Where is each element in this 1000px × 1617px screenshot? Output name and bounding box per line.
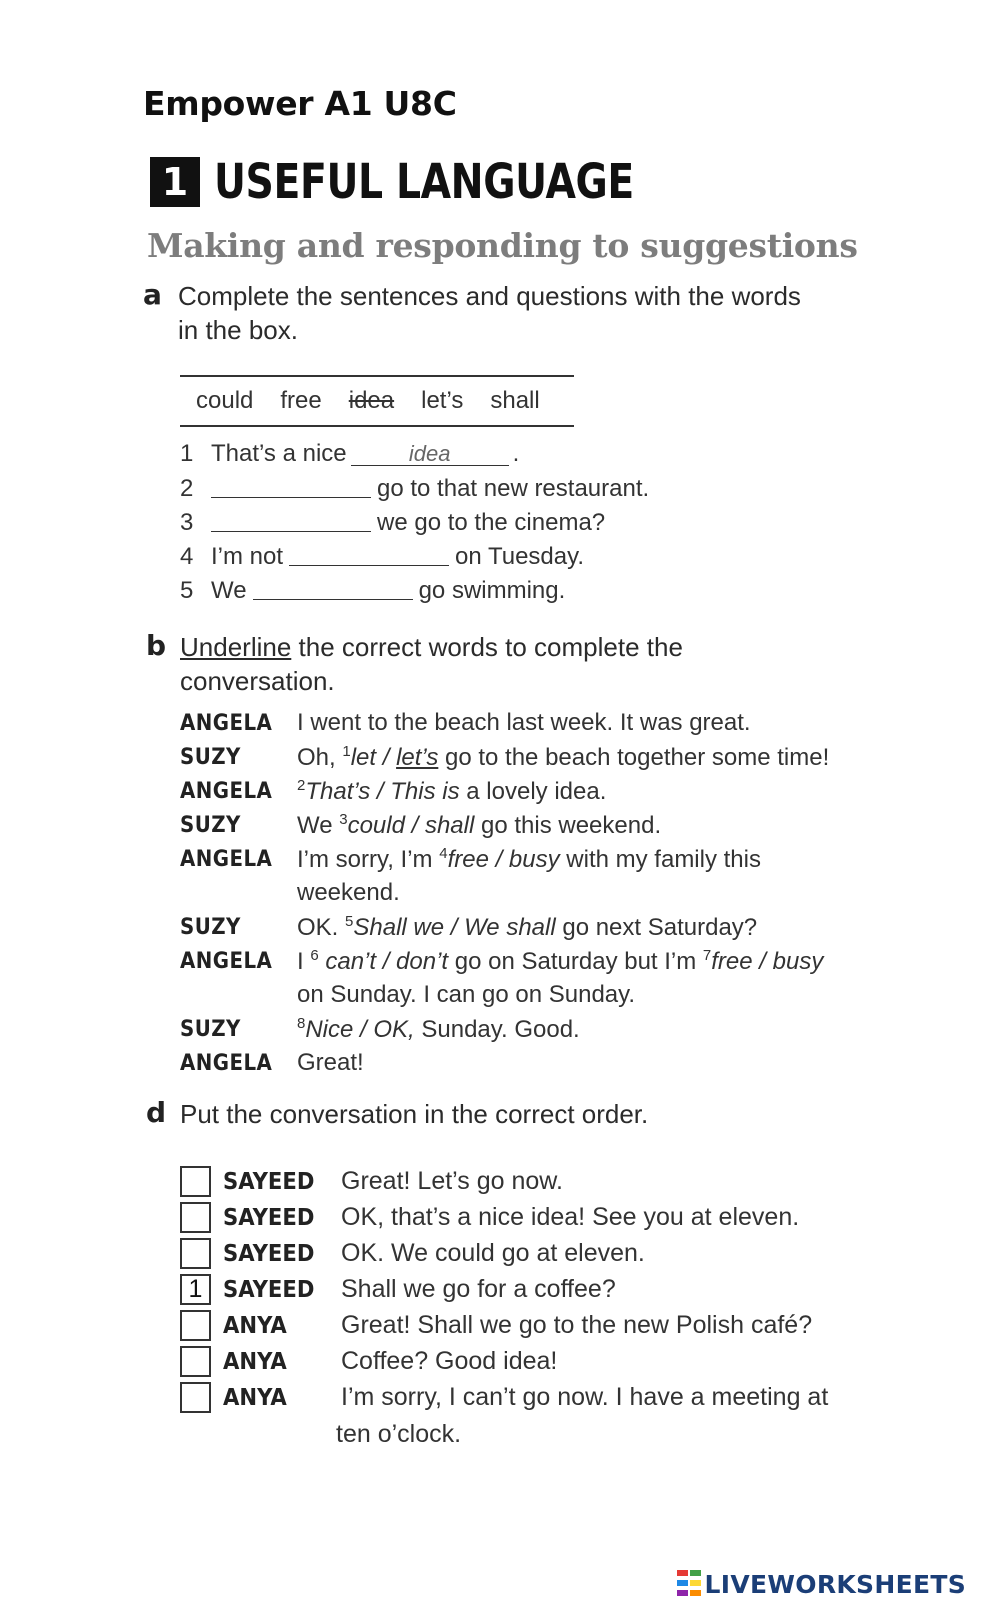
part-b-instruction-rest: the correct words to complete the xyxy=(291,632,683,662)
section-header xyxy=(150,156,726,208)
order-number-box[interactable] xyxy=(180,1346,211,1377)
speaker-angela: ANGELA xyxy=(180,949,273,974)
order-text: Great! Shall we go to the new Polish café? xyxy=(341,1311,813,1339)
part-a-instruction-line2: in the box. xyxy=(178,315,298,345)
options[interactable]: That’s / This is xyxy=(305,778,460,805)
order-number-box[interactable] xyxy=(180,1166,211,1197)
part-d-letter: d xyxy=(146,1096,167,1129)
text: Sunday. Good. xyxy=(414,1016,580,1043)
word-could: could xyxy=(196,387,254,414)
order-number-box[interactable] xyxy=(180,1238,211,1269)
order-number-box[interactable] xyxy=(180,1382,211,1413)
answer-blank-example: idea xyxy=(351,443,509,466)
gap-number: 3 xyxy=(339,811,348,828)
order-text: Great! Let’s go now. xyxy=(341,1167,563,1195)
part-b-letter: b xyxy=(146,629,167,662)
dialogue-line-7-cont: on Sunday. I can go on Sunday. xyxy=(297,981,636,1008)
order-row-5 xyxy=(180,1310,812,1341)
options[interactable]: free / busy xyxy=(447,846,560,873)
dialogue-line-7 xyxy=(297,947,823,976)
options[interactable]: can’t / don’t xyxy=(318,948,449,975)
order-speaker: ANYA xyxy=(223,1384,287,1411)
dialogue-line-9: Great! xyxy=(297,1049,364,1076)
item-text-before: That’s a nice xyxy=(211,440,347,467)
word-idea-crossed: idea xyxy=(348,387,395,414)
order-row-6 xyxy=(180,1346,557,1377)
word-shall: shall xyxy=(490,387,540,414)
gap-number: 6 xyxy=(310,947,319,964)
item-number: 1 xyxy=(180,440,194,467)
order-text: OK, that’s a nice idea! See you at eleven. xyxy=(341,1203,800,1231)
dialogue-line-1: I went to the beach last week. It was great. xyxy=(297,709,751,736)
gap-number: 8 xyxy=(297,1015,306,1032)
text: Oh, xyxy=(297,744,343,771)
option-lets-underlined[interactable]: let’s xyxy=(396,744,439,771)
order-text: OK. We could go at eleven. xyxy=(341,1239,645,1267)
exercise-a-item-2 xyxy=(180,474,649,503)
text: go to the beach together some time! xyxy=(438,744,830,771)
option-separator: / xyxy=(376,744,397,771)
dialogue-line-5 xyxy=(297,845,761,874)
word-box xyxy=(180,375,574,427)
order-row-4 xyxy=(180,1274,616,1305)
text: go next Saturday? xyxy=(555,914,758,941)
item-text-after: we go to the cinema? xyxy=(377,509,606,536)
item-text-before: I’m not xyxy=(211,543,284,570)
text: go on Saturday but I’m xyxy=(448,948,703,975)
underline-keyword: Underline xyxy=(180,632,292,662)
word-lets: let’s xyxy=(421,387,464,414)
text: a lovely idea. xyxy=(459,778,607,805)
order-text: I’m sorry, I can’t go now. I have a meeting at xyxy=(341,1383,829,1411)
section-title: USEFUL LANGUAGE xyxy=(214,154,634,210)
order-speaker: ANYA xyxy=(223,1348,287,1375)
option-let[interactable]: let xyxy=(350,744,377,771)
item-text-after: go swimming. xyxy=(418,577,566,604)
answer-blank[interactable] xyxy=(253,578,413,600)
part-d-instruction: Put the conversation in the correct order. xyxy=(180,1099,649,1129)
order-speaker: ANYA xyxy=(223,1312,287,1339)
part-a-instruction xyxy=(178,279,801,347)
answer-blank[interactable] xyxy=(211,476,371,498)
speaker-suzy: SUZY xyxy=(180,813,241,838)
liveworksheets-icon xyxy=(677,1570,701,1598)
gap-number: 5 xyxy=(345,913,354,930)
order-row-2 xyxy=(180,1202,799,1233)
speaker-angela: ANGELA xyxy=(180,847,273,872)
order-speaker: SAYEED xyxy=(223,1168,315,1195)
order-speaker: SAYEED xyxy=(223,1240,315,1267)
item-text-before: We xyxy=(211,577,247,604)
speaker-angela: ANGELA xyxy=(180,1051,273,1076)
item-text-after: on Tuesday. xyxy=(455,543,585,570)
part-a-letter: a xyxy=(143,278,162,311)
order-row-7 xyxy=(180,1382,828,1413)
order-row-1 xyxy=(180,1166,563,1197)
part-a-instruction-line1: Complete the sentences and questions with the words xyxy=(178,281,801,311)
order-number-box-filled: 1 xyxy=(180,1274,211,1305)
text: go this weekend. xyxy=(474,812,662,839)
dialogue-line-8 xyxy=(297,1015,580,1044)
text: I xyxy=(297,948,311,975)
options[interactable]: could / shall xyxy=(347,812,475,839)
speaker-suzy: SUZY xyxy=(180,745,241,770)
gap-number: 4 xyxy=(439,845,448,862)
options[interactable]: free / busy xyxy=(711,948,824,975)
item-text-after: . xyxy=(512,440,520,467)
exercise-a-item-4 xyxy=(180,542,584,571)
order-text: Coffee? Good idea! xyxy=(341,1347,558,1375)
dialogue-line-4 xyxy=(297,811,661,840)
item-number: 5 xyxy=(180,577,194,604)
exercise-a-item-3 xyxy=(180,508,605,537)
worksheet-title: Empower A1 U8C xyxy=(143,84,457,123)
exercise-a-item-5 xyxy=(180,576,565,605)
speaker-angela: ANGELA xyxy=(180,711,273,736)
item-text-after: go to that new restaurant. xyxy=(377,475,650,502)
order-speaker: SAYEED xyxy=(223,1276,315,1303)
order-number-box[interactable] xyxy=(180,1310,211,1341)
gap-number: 1 xyxy=(342,743,351,760)
section-subtitle: Making and responding to suggestions xyxy=(147,226,858,265)
order-row-3 xyxy=(180,1238,645,1269)
order-row-7-cont: ten o’clock. xyxy=(336,1420,462,1448)
text: We xyxy=(297,812,340,839)
item-number: 3 xyxy=(180,509,194,536)
order-text: Shall we go for a coffee? xyxy=(341,1275,616,1303)
exercise-a-item-1 xyxy=(180,440,519,468)
options[interactable]: Nice / OK, xyxy=(305,1016,415,1043)
dialogue-line-6 xyxy=(297,913,757,942)
liveworksheets-logo xyxy=(677,1568,966,1600)
order-speaker: SAYEED xyxy=(223,1204,315,1231)
speaker-suzy: SUZY xyxy=(180,915,241,940)
item-number: 2 xyxy=(180,475,194,502)
order-number-box[interactable] xyxy=(180,1202,211,1233)
liveworksheets-brand-text: LIVEWORKSHEETS xyxy=(704,1569,966,1599)
text: I’m sorry, I’m xyxy=(297,846,440,873)
part-b-instruction-line2: conversation. xyxy=(180,666,335,696)
gap-number: 7 xyxy=(702,947,712,964)
answer-blank[interactable] xyxy=(211,510,371,532)
text: OK. xyxy=(297,914,346,941)
dialogue-line-3 xyxy=(297,777,606,806)
part-b-instruction xyxy=(180,630,683,698)
gap-number: 2 xyxy=(297,777,306,794)
text: with my family this xyxy=(559,846,761,873)
answer-blank[interactable] xyxy=(289,544,449,566)
options[interactable]: Shall we / We shall xyxy=(353,914,556,941)
speaker-suzy: SUZY xyxy=(180,1017,241,1042)
dialogue-line-2 xyxy=(297,743,829,772)
speaker-angela: ANGELA xyxy=(180,779,273,804)
word-free: free xyxy=(280,387,322,414)
section-number: 1 xyxy=(150,157,200,207)
item-number: 4 xyxy=(180,543,194,570)
dialogue-line-5-cont: weekend. xyxy=(297,879,400,906)
